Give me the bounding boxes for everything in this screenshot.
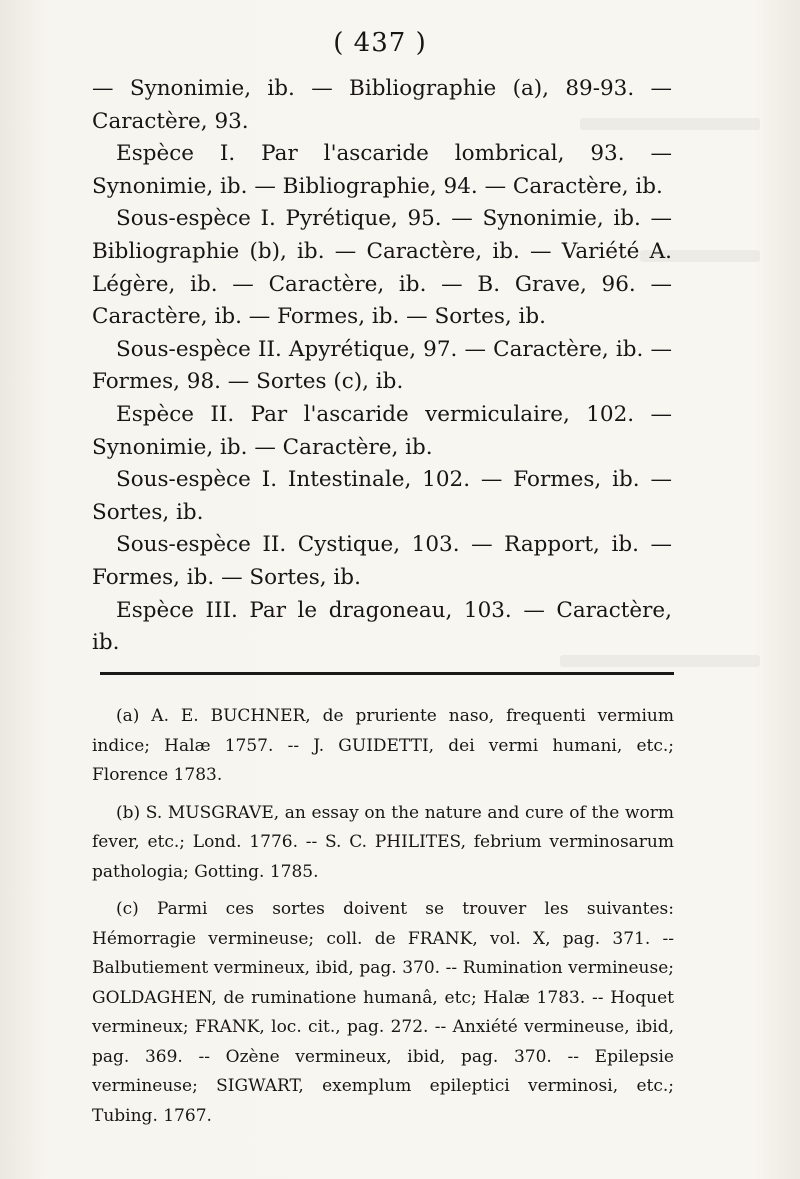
paragraph: — Synonimie, ib. — Bibliographie (a), 89-93. — Caractère, 93. — [92, 76, 672, 134]
paragraph: Espèce III. Par le dragoneau, 103. — Caractère, ib. — [92, 597, 672, 656]
paragraph: Sous-espèce I. Pyrétique, 95. — Synonimie, ib. — Bibliographie (b), ib. — Caractère, ib. — Variété A. Légère, ib. — Caractère, ib. — B. Grave, 96. — Caractère, ib. — Formes, ib. — Sortes, ib. — [92, 206, 672, 330]
paragraph: Sous-espèce II. Cystique, 103. — Rapport, ib. — Formes, ib. — Sortes, ib. — [92, 532, 672, 590]
footnote: (b) S. MUSGRAVE, an essay on the nature and cure of the worm fever, etc.; Lond. 1776. -- S. C. PHILITES, febrium verminosarum pathologia; Gotting. 1785. — [92, 802, 674, 882]
paragraph: Espèce II. Par l'ascaride vermiculaire, 102. — Synonimie, ib. — Caractère, ib. — [92, 401, 672, 460]
paragraph: Sous-espèce II. Apyrétique, 97. — Caractère, ib. — Formes, 98. — Sortes (c), ib. — [92, 336, 672, 395]
paragraph: Espèce I. Par l'ascaride lombrical, 93. — Synonimie, ib. — Bibliographie, 94. — Caractère, ib. — [92, 141, 672, 199]
page-number: ( 437 ) — [333, 28, 427, 58]
main-text — [92, 73, 672, 660]
footnote: (a) A. E. BUCHNER, de pruriente naso, frequenti vermium indice; Halæ 1757. -- J. GUIDETTI, dei vermi humani, etc.; Florence 1783. — [92, 706, 674, 785]
footnote: (c) Parmi ces sortes doivent se trouver les suivantes: Hémorragie vermineuse; coll. de FRANK, vol. X, pag. 371. -- Balbutiement vermineux, ibid, pag. 370. -- Rumination vermineuse; GOLDAGHEN, de ruminatione humanâ, etc; Halæ 1783. -- Hoquet vermineux; FRANK, loc. cit., pag. 272. -- Anxiété vermineuse, ibid, pag. 369. -- Ozène vermineux, ibid, pag. 370. -- Epilepsie vermineuse; SIGWART, exemplum epileptici verminosi, etc.; Tubing. 1767. — [92, 899, 674, 1126]
paragraph: Sous-espèce I. Intestinale, 102. — Formes, ib. — Sortes, ib. — [92, 467, 672, 525]
footnotes — [92, 702, 674, 1139]
footnote-rule — [100, 672, 674, 675]
